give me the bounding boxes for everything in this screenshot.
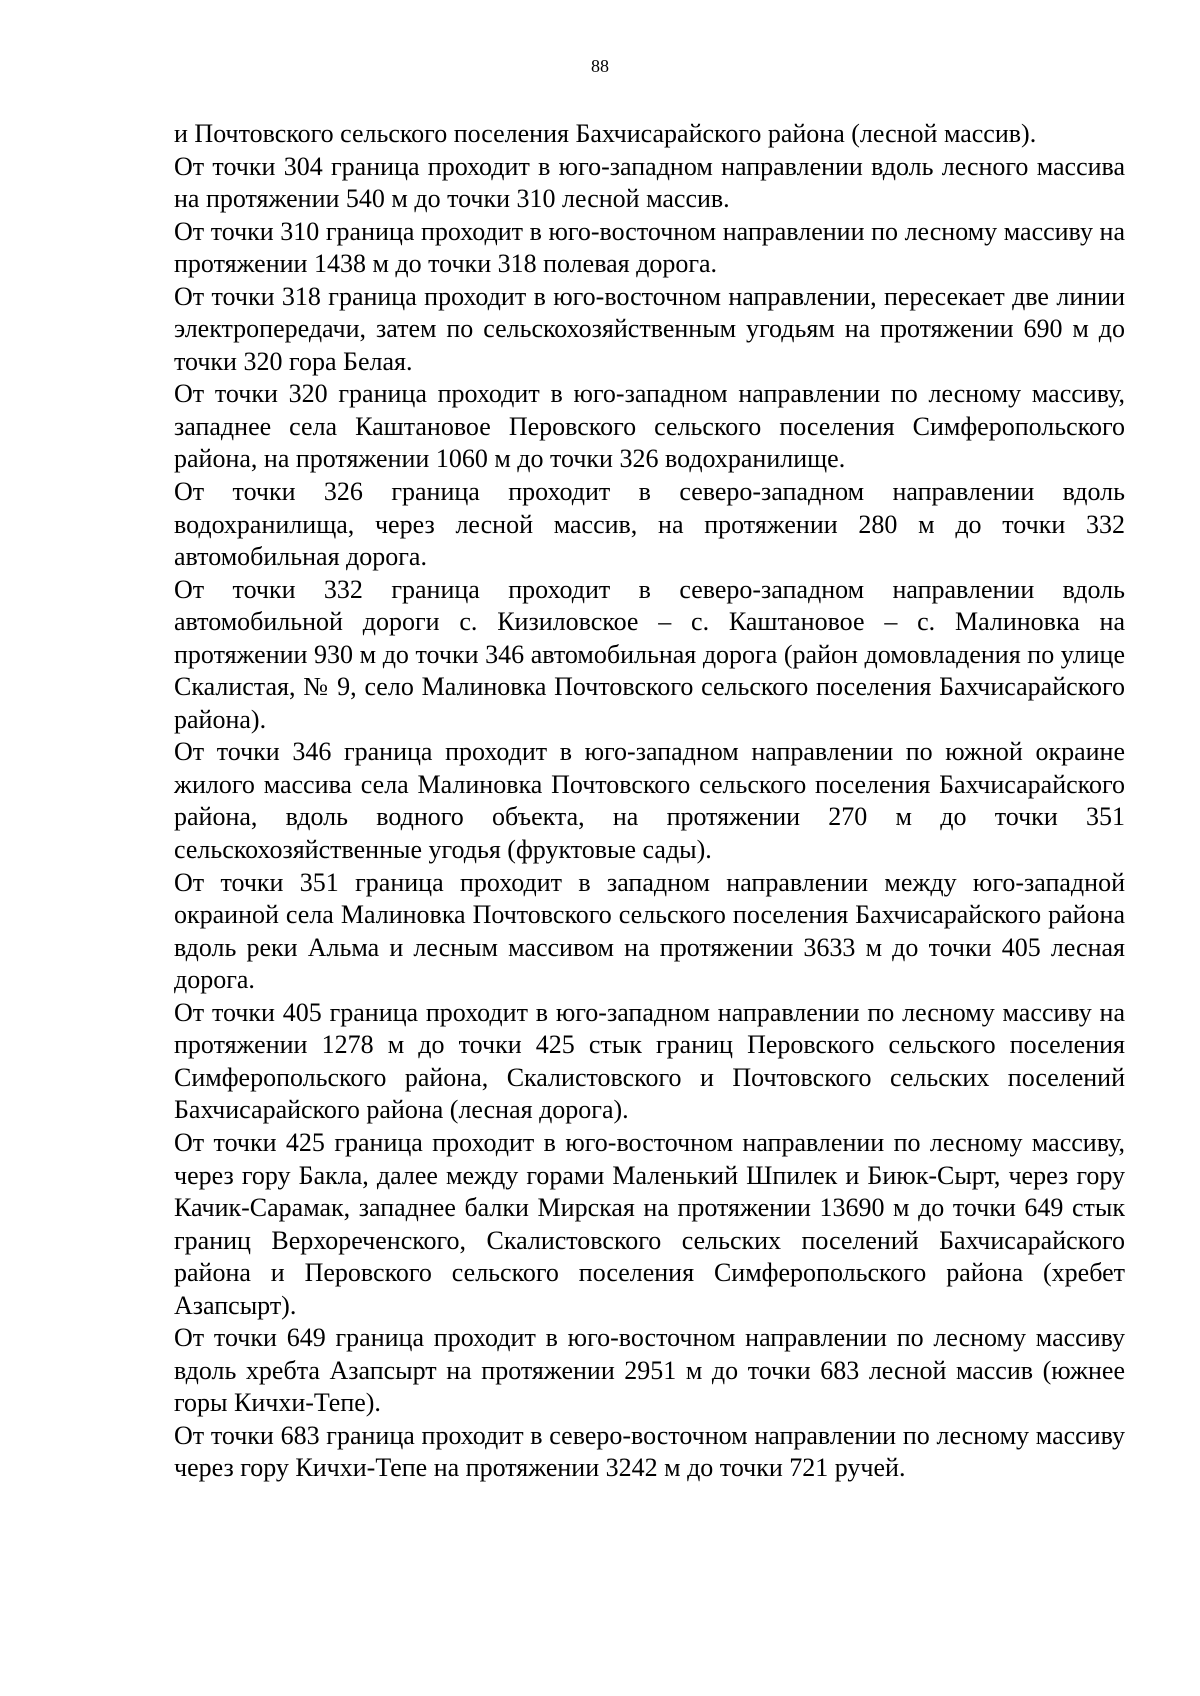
paragraph: От точки 304 граница проходит в юго-западном направлении вдоль лесного массива на протяжении 540 м до точки 310 лесной массив. — [174, 151, 1125, 214]
paragraph: От точки 405 граница проходит в юго-западном направлении по лесному массиву на протяжении 1278 м до точки 425 стык границ Перовского сельского поселения Симферопольского района, Скалистовского и Почтовского сельских поселений Бахчисарайского района (лесная дорога). — [174, 997, 1125, 1125]
paragraph: От точки 326 граница проходит в северо-западном направлении вдоль водохранилища, через лесной массив, на протяжении 280 м до точки 332 автомобильная дорога. — [174, 477, 1125, 572]
paragraph: От точки 683 граница проходит в северо-восточном направлении по лесному массиву через гору Кичхи-Тепе на протяжении 3242 м до точки 721 ручей. — [174, 1420, 1125, 1483]
paragraph: От точки 332 граница проходит в северо-западном направлении вдоль автомобильной дороги с. Кизиловское – с. Каштановое – с. Малиновка на протяжении 930 м до точки 346 автомобильная дорога (район домовладения по улице Скалистая, № 9, село Малиновка Почтовского сельского поселения Бахчисарайского района). — [174, 574, 1125, 734]
paragraph: От точки 320 граница проходит в юго-западном направлении по лесному массиву, западнее села Каштановое Перовского сельского поселения Симферопольского района, на протяжении 1060 м до точки 326 водохранилище. — [174, 379, 1125, 474]
paragraph: От точки 351 граница проходит в западном направлении между юго-западной окраиной села Малиновка Почтовского сельского поселения Бахчисарайского района вдоль реки Альма и лесным массивом на протяжении 3633 м до точки 405 лесная дорога. — [174, 867, 1125, 995]
paragraph: От точки 310 граница проходит в юго-восточном направлении по лесному массиву на протяжении 1438 м до точки 318 полевая дорога. — [174, 216, 1125, 279]
paragraph: От точки 318 граница проходит в юго-восточном направлении, пересекает две линии электропередачи, затем по сельскохозяйственным угодьям на протяжении 690 м до точки 320 гора Белая. — [174, 281, 1125, 376]
page-number: 88 — [591, 56, 609, 76]
paragraph: От точки 425 граница проходит в юго-восточном направлении по лесному массиву, через гору Бакла, далее между горами Маленький Шпилек и Биюк-Сырт, через гору Качик-Сарамак, западнее балки Мирская на протяжении 13690 м до точки 649 стык границ Верхореченского, Скалистовского сельских поселений Бахчисарайского района и Перовского сельского поселения Симферопольского района (хребет Азапсырт). — [174, 1127, 1125, 1320]
document-body — [174, 118, 1125, 1485]
paragraph: От точки 346 граница проходит в юго-западном направлении по южной окраине жилого массива села Малиновка Почтовского сельского поселения Бахчисарайского района, вдоль водного объекта, на протяжении 270 м до точки 351 сельскохозяйственные угодья (фруктовые сады). — [174, 737, 1125, 865]
paragraph: и Почтовского сельского поселения Бахчисарайского района (лесной массив). — [174, 119, 1037, 148]
paragraph: От точки 649 граница проходит в юго-восточном направлении по лесному массиву вдоль хребта Азапсырт на протяжении 2951 м до точки 683 лесной массив (южнее горы Кичхи-Тепе). — [174, 1323, 1125, 1418]
